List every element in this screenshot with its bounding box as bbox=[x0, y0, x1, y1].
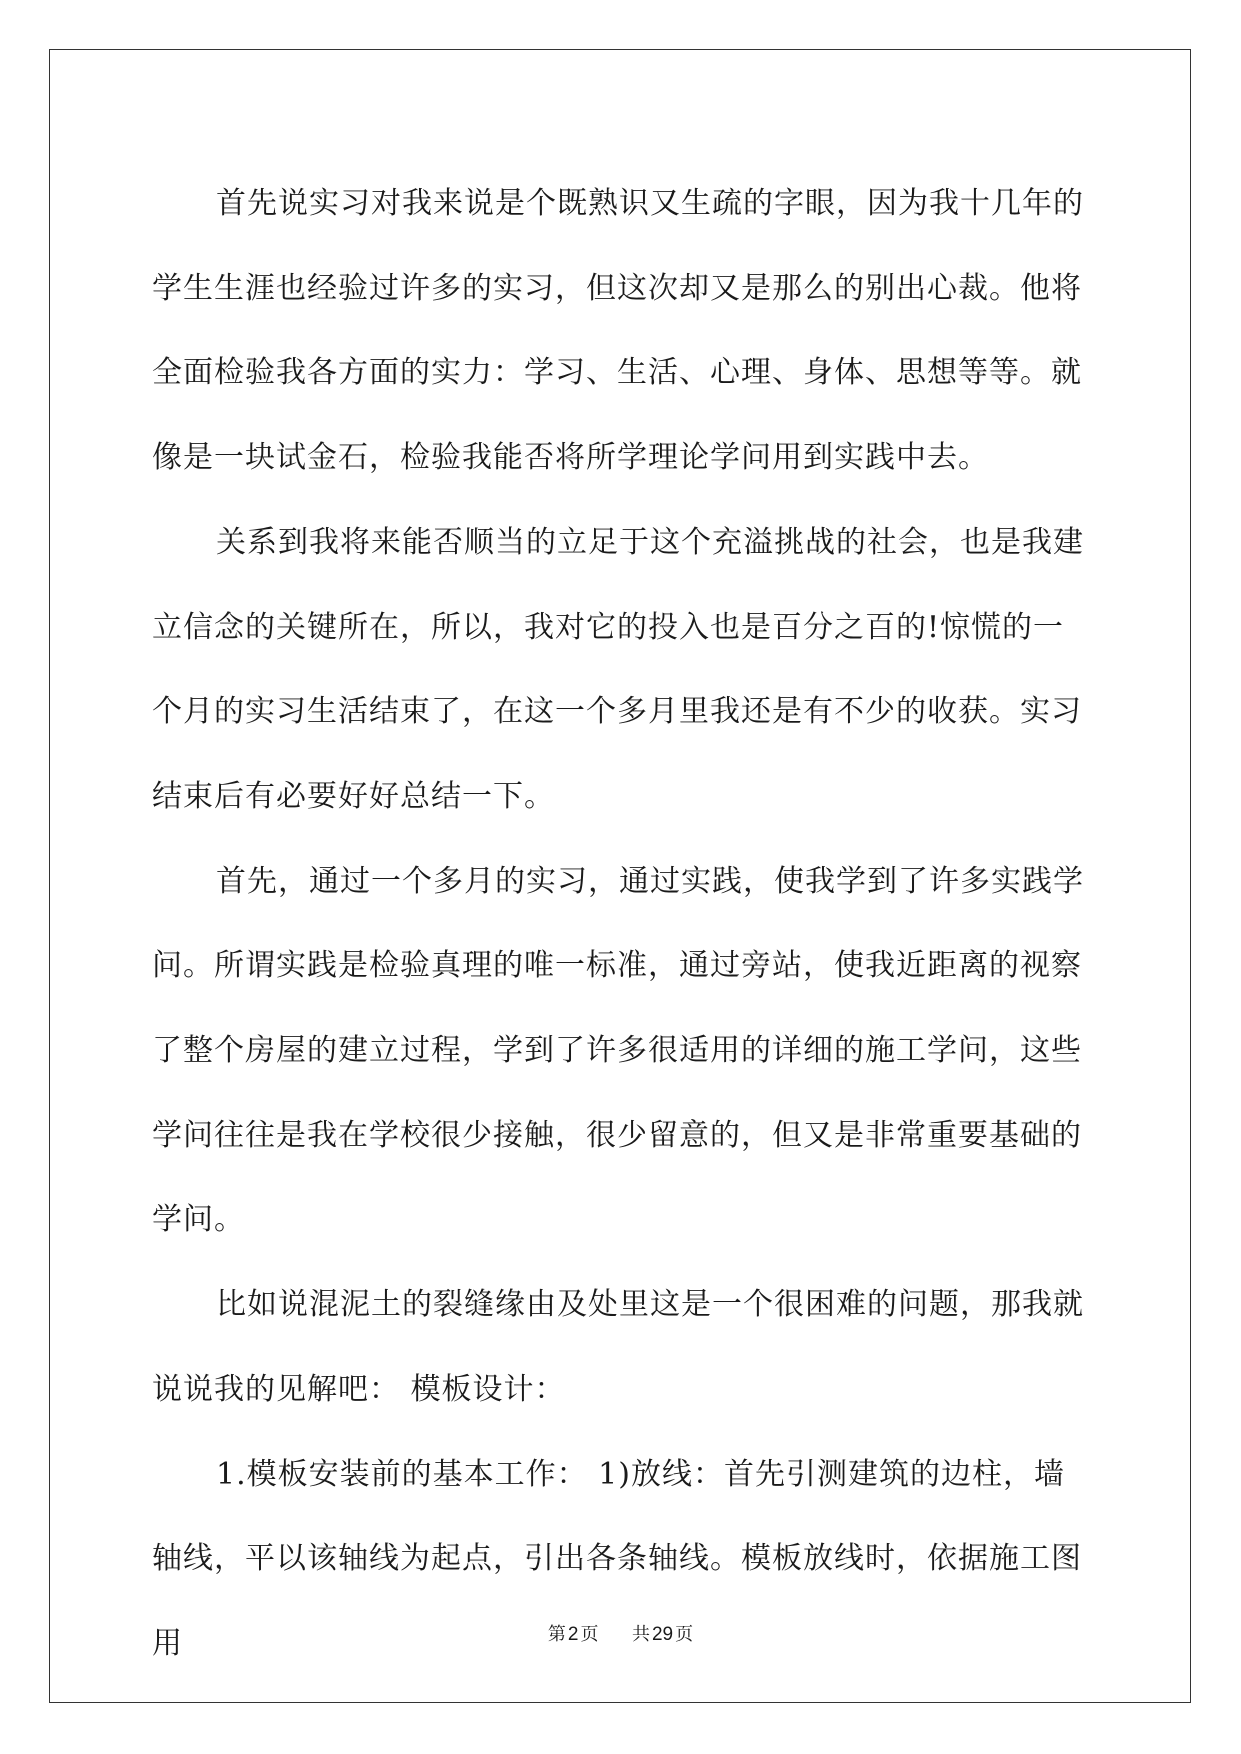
total-suffix: 页 bbox=[675, 1624, 694, 1645]
paragraph-4: 比如说混泥土的裂缝缘由及处里这是一个很困难的问题，那我就说说我的见解吧： 模板设计： bbox=[152, 1287, 1084, 1407]
total-pages: 29 bbox=[651, 1624, 674, 1645]
paragraph-1: 首先说实习对我来说是个既熟识又生疏的字眼，因为我十几年的学生生涯也经验过许多的实习，但这次却又是那么的别出心裁。他将全面检验我各方面的实力：学习、生活、心理、身体、思想等等。就像是一块试金石，检验我能否将所学理论学问用到实践中去。 bbox=[152, 186, 1084, 476]
page-prefix: 第 bbox=[547, 1624, 566, 1645]
document-body bbox=[152, 162, 1092, 1687]
paragraph-2: 关系到我将来能否顺当的立足于这个充溢挑战的社会，也是我建立信念的关键所在，所以，我对它的投入也是百分之百的!惊慌的一个月的实习生活结束了，在这一个多月里我还是有不少的收获。实习结束后有必要好好总结一下。 bbox=[152, 524, 1084, 814]
paragraph-5: 1.模板安装前的基本工作： 1)放线：首先引测建筑的边柱，墙轴线，平以该轴线为起点，引出各条轴线。模板放线时，依据施工图用 bbox=[152, 1456, 1082, 1661]
page-suffix: 页 bbox=[580, 1624, 599, 1645]
paragraph-3: 首先，通过一个多月的实习，通过实践，使我学到了许多实践学问。所谓实践是检验真理的唯一标准，通过旁站，使我近距离的视察了整个房屋的建立过程，学到了许多很适用的详细的施工学问，这些学问往往是我在学校很少接触，很少留意的，但又是非常重要基础的学问。 bbox=[152, 863, 1084, 1238]
page-footer bbox=[0, 1620, 1241, 1646]
total-prefix: 共 bbox=[631, 1624, 650, 1645]
page-number: 2 bbox=[567, 1624, 579, 1645]
